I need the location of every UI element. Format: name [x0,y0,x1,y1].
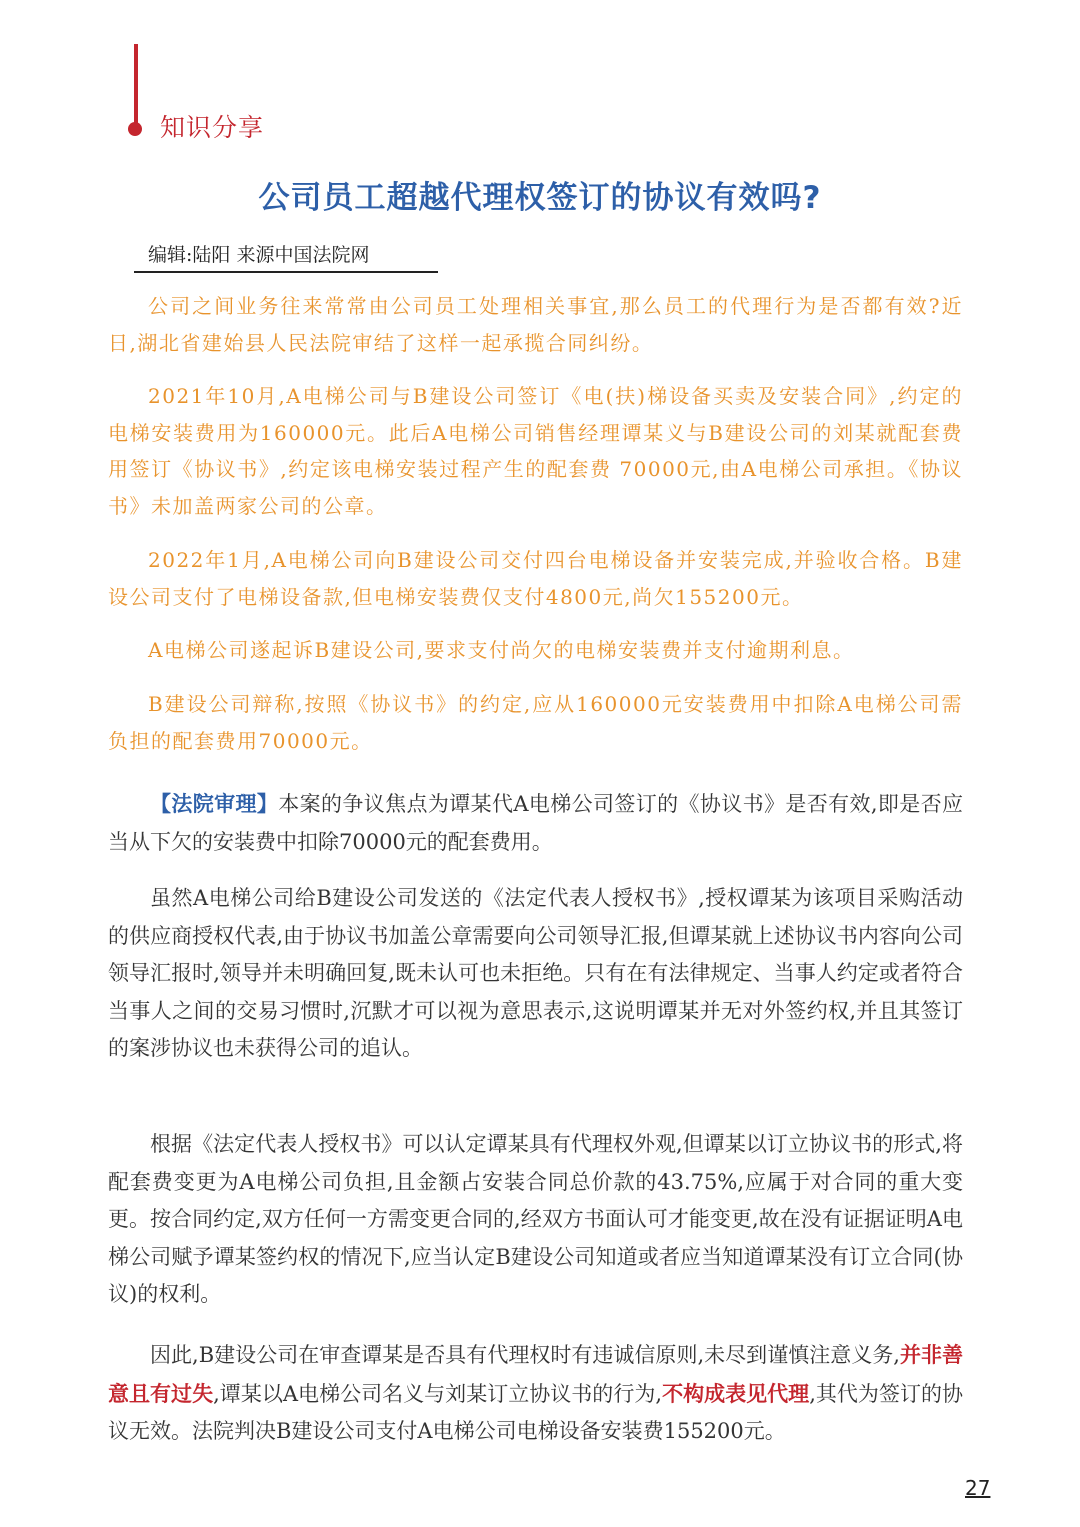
conclusion-text: ,其代为签订的协议无效。法院判决B建设公司支付A电梯公司电梯设备安装费155200元。 [108,1381,964,1443]
intro-paragraph [108,288,963,361]
emphasis-not-good-faith: 并非善意且有过失 [108,1342,963,1406]
case-fact-paragraph [108,542,963,615]
paragraph-text: 2022年1月,A电梯公司向B建设公司交付四台电梯设备并安装完成,并验收合格。B建设公司支付了电梯设备款,但电梯安装费仅支付4800元,尚欠155200元。 [108,548,963,609]
conclusion-paragraph [108,1336,963,1451]
analysis-paragraph [108,1126,963,1314]
court-review-label: 【法院审理】 [150,791,279,816]
case-fact-paragraph [108,686,963,759]
analysis-paragraph [108,880,963,1068]
court-review-paragraph [108,785,963,861]
section-label: 知识分享 [160,113,265,142]
article-title: 公司员工超越代理权签订的协议有效吗? [258,180,822,216]
paragraph-text: B建设公司辩称,按照《协议书》的约定,应从160000元安装费用中扣除A电梯公司需负担的配套费用70000元。 [108,692,963,753]
emphasis-not-apparent-agency: 不构成表见代理 [662,1380,810,1406]
byline: 编辑:陆阳 来源中国法院网 [134,240,438,273]
conclusion-text: ,谭某以A电梯公司名义与刘某订立协议书的行为, [213,1381,663,1406]
paragraph-text: 根据《法定代表人授权书》可以认定谭某具有代理权外观,但谭某以订立协议书的形式,将配套费变更为A电梯公司负担,且金额占安装合同总价款的43.75%,应属于对合同的重大变更。按合同约定,双方任何一方需变更合同的,经双方书面认可才能变更,故在没有证据证明A电梯公司赋予谭某签约权的情况下,应当认定B建设公司知道或者应当知道谭某没有订立合同(协议)的权利。 [108,1132,963,1306]
paragraph-text: A电梯公司遂起诉B建设公司,要求支付尚欠的电梯安装费并支付逾期利息。 [148,638,855,662]
conclusion-text: 因此,B建设公司在审查谭某是否具有代理权时有违诚信原则,未尽到谨慎注意义务, [150,1343,900,1367]
case-fact-paragraph [108,378,963,524]
accent-bar [134,44,138,128]
page-number: 27 [965,1476,991,1500]
case-fact-paragraph [108,632,963,669]
accent-dot [128,122,142,136]
paragraph-text: 虽然A电梯公司给B建设公司发送的《法定代表人授权书》,授权谭某为该项目采购活动的供应商授权代表,由于协议书加盖公章需要向公司领导汇报,但谭某就上述协议书内容向公司领导汇报时,领导并未明确回复,既未认可也未拒绝。只有在有法律规定、当事人约定或者符合当事人之间的交易习惯时,沉默才可以视为意思表示,这说明谭某并无对外签约权,并且其签订的案涉协议也未获得公司的追认。 [108,886,963,1060]
paragraph-text: 公司之间业务往来常常由公司员工处理相关事宜,那么员工的代理行为是否都有效?近日,湖北省建始县人民法院审结了这样一起承揽合同纠纷。 [108,294,963,355]
court-review-text: 本案的争议焦点为谭某代A电梯公司签订的《协议书》是否有效,即是否应当从下欠的安装费中扣除70000元的配套费用。 [108,792,964,854]
paragraph-text: 2021年10月,A电梯公司与B建设公司签订《电(扶)梯设备买卖及安装合同》,约定的电梯安装费用为160000元。此后A电梯公司销售经理谭某义与B建设公司的刘某就配套费用签订《协议书》,约定该电梯安装过程产生的配套费 70000元,由A电梯公司承担。《协议书》未加盖两家公司的公章。 [108,384,963,518]
